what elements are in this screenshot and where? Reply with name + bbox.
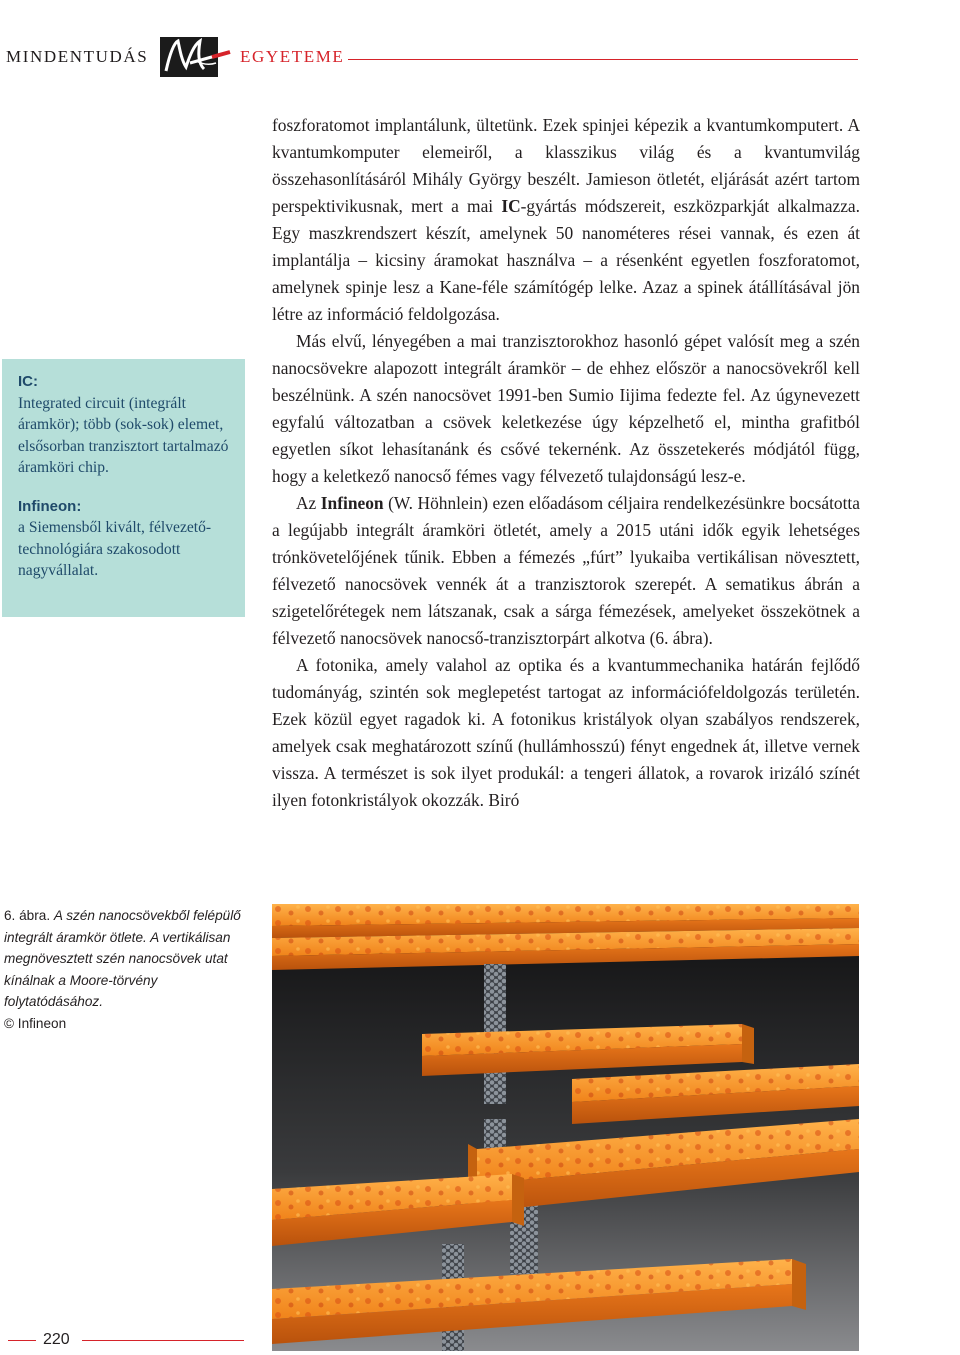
glossary-term-infineon: Infineon: [18, 497, 82, 515]
figure-caption-text: A szén nanocsövekből felépülő integrált áramkör ötlete. A vertikálisan megnövesztett szén nanocsövek utat kínálnak a Moore-törvény folytatódásához. [4, 908, 241, 1010]
infineon-keyword: Infineon [320, 493, 384, 513]
footer-rule-right [82, 1340, 244, 1341]
paragraph-2: Más elvű, lényegében a mai tranzisztorokhoz hasonló gépet valósít meg a szén nanocsövekre alapozott integrált áramkör – de ehhez először a nanocsövekről kell beszélnünk. A szén nanocsövet 1991-ben Sumio Iijima fedezte fel. Az úgynevezett egyfalú változatban a csövek keletkezése úgy képzelhető el, mintha grafitból egyetlen síkot lehasítanánk és csővé tekernénk. Az összetekerés módjától függ, hogy a keletkező nanocső fémes vagy félvezető tulajdonságú lesz-e. [272, 331, 860, 486]
glossary-definition-ic: Integrated circuit (integrált áramkör); több (sok-sok) elemet, elsősorban tranzisztort tartalmazó áramköri chip. [18, 394, 229, 476]
publisher-logo-icon [160, 33, 232, 79]
nanotube-circuit-illustration [272, 904, 859, 1351]
figure-caption [4, 905, 254, 1035]
footer-rule-left [8, 1340, 36, 1341]
paragraph-4: A fotonika, amely valahol az optika és a kvantummechanika határán fejlődő tudományág, szintén sok meglepetést tartogat az információfeldolgozás területén. Ezek közül egyet ragadok ki. A fotonikus kristályok olyan szabályos rendszerek, amelyek csak meghatározott színű (hullámhosszú) fényt engednek át, illetve vernek vissza. A természet is sok ilyet produkál: a tengeri állatok, a rovarok irizáló színét ilyen fotonkristályok okozzák. Biró [272, 655, 860, 810]
page-number: 220 [43, 1331, 70, 1348]
figure-number: 6. ábra. [4, 908, 51, 923]
paragraph-1: foszforatomot implantálunk, ültetünk. Ezek spinjei képezik a kvantumkomputert. A kvantumkomputer elemeiről, a klasszikus világ és a kvantumvilág összehasonlításáról Mihály György beszélt. Jamieson ötletét, eljárását azért tartom perspektivikusnak, mert a mai IC-gyártás módszereit, eszközparkját alkalmazza. Egy maszkrendszert készít, amelynek 50 nanométeres rései vannak, és ezen át implantálja – kicsiny áramokat használva – a résenként egyetlen foszforatomot, amelynek spinje lesz a Kane-féle számítógép lelke. Azaz a spinek átállításával jön létre az információ feldolgozása. [272, 115, 860, 324]
header-rule [348, 59, 858, 60]
glossary-definition-infineon: a Siemensből kivált, félvezető-technológiára szakosodott nagyvállalat. [18, 519, 212, 579]
header-series-title: MINDENTUDÁS [6, 47, 149, 66]
figure-credit: © Infineon [4, 1015, 67, 1031]
article-body [272, 112, 860, 814]
glossary-sidebar [2, 359, 245, 617]
nanotube-circuit-figure [272, 904, 859, 1351]
ic-keyword: IC [501, 196, 521, 216]
paragraph-3: Az Infineon (W. Höhnlein) ezen előadásom céljaira rendelkezésünkre bocsátotta a legújabb integrált áramköri ötletét, amely a 2015 utáni idők egyik lehetséges trónkövetelőjének tűnik. Ebben a fémezés „fúrt” lyukaiba vertikálisan növesztett, félvezető nanocsövek vennék át a tranzisztorok szerepét. A sematikus ábrán a szigetelőrétegek nem látszanak, csak a sárga fémezések, amelyeket összekötnek a félvezető nanocsövek nanocső-tranzisztorpárt alkotva (6. ábra). [272, 493, 860, 648]
glossary-term-ic: IC: [18, 373, 38, 390]
header-series-subtitle: EGYETEME [240, 47, 345, 66]
